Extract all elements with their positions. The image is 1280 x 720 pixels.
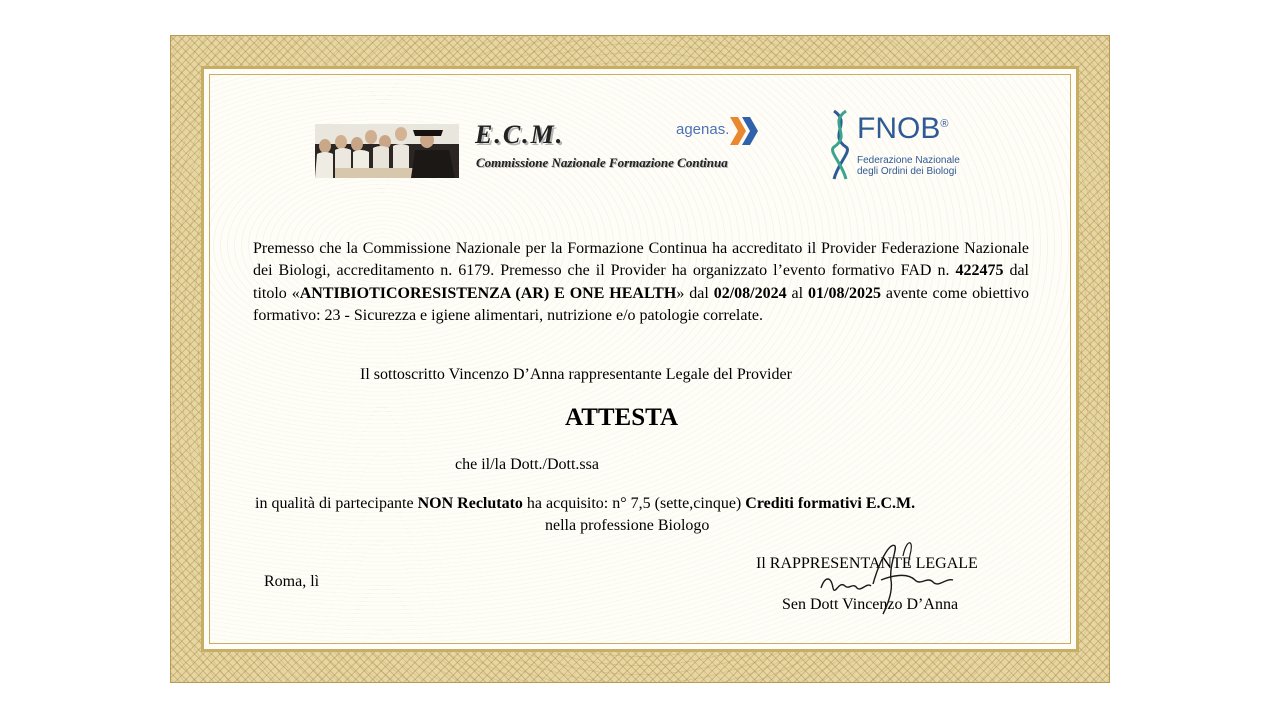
attesta-heading: ATTESTA — [565, 404, 679, 431]
fnob-logo — [857, 112, 948, 146]
dna-helix-icon — [826, 109, 854, 186]
premise-text: Premesso che la Commissione Nazionale per la Formazione Continua ha accreditato il Provider Federazione Nazionale dei Biologi, accreditamento n. 6179. Premesso che il Provider ha organizzato l’evento formativo FAD n. — [253, 240, 1029, 280]
premise-text-2: dal titolo « — [253, 262, 1029, 302]
premise-text-3: » dal — [676, 284, 714, 302]
handwritten-signature-icon — [811, 536, 961, 621]
representative-name: Sen Dott Vincenzo D’Anna — [782, 596, 959, 613]
credits-text: in qualità di partecipante — [255, 495, 418, 512]
credits-line — [255, 495, 915, 513]
date-from: 02/08/2024 — [713, 284, 787, 302]
representative-title: Il RAPPRESENTANTE LEGALE — [756, 555, 978, 572]
date-to: 01/08/2025 — [808, 284, 881, 302]
participant-type: NON Reclutato — [417, 495, 523, 512]
fnob-subtitle — [857, 155, 960, 177]
agenas-logo-text: agenas. — [676, 121, 730, 138]
premise-text-5: avente come obiettivo formativo: 23 - Sicurezza e igiene alimentari, nutrizione e/o patologie correlate. — [253, 284, 1030, 325]
fnob-subtitle-line2: degli Ordini dei Biologi — [857, 166, 957, 177]
agenas-logo-icon — [726, 114, 762, 153]
event-title: ANTIBIOTICORESISTENZA (AR) E ONE HEALTH — [299, 284, 677, 302]
anatomy-lesson-painting-icon — [315, 124, 459, 178]
premise-text-4: al — [786, 284, 809, 302]
recipient-line: che il/la Dott./Dott.ssa — [455, 456, 599, 473]
signatory-line: Il sottoscritto Vincenzo D’Anna rappresentante Legale del Provider — [360, 366, 792, 383]
fnob-subtitle-line1: Federazione Nazionale — [857, 155, 960, 166]
premise-paragraph — [253, 238, 1029, 328]
credits-label: Crediti formativi E.C.M. — [745, 495, 916, 512]
profession-line: nella professione Biologo — [545, 517, 710, 534]
event-number: 422475 — [955, 262, 1004, 280]
ecm-title: E.C.M. — [475, 120, 565, 149]
fnob-registered-mark: ® — [940, 118, 949, 130]
ecm-subtitle: Commissione Nazionale Formazione Continua — [476, 155, 728, 170]
certificate — [170, 35, 1110, 683]
credits-amount: ha acquisito: n° 7,5 (sette,cinque) — [522, 495, 746, 512]
place-date: Roma, lì — [264, 573, 320, 590]
fnob-logo-text: FNOB — [857, 112, 941, 145]
